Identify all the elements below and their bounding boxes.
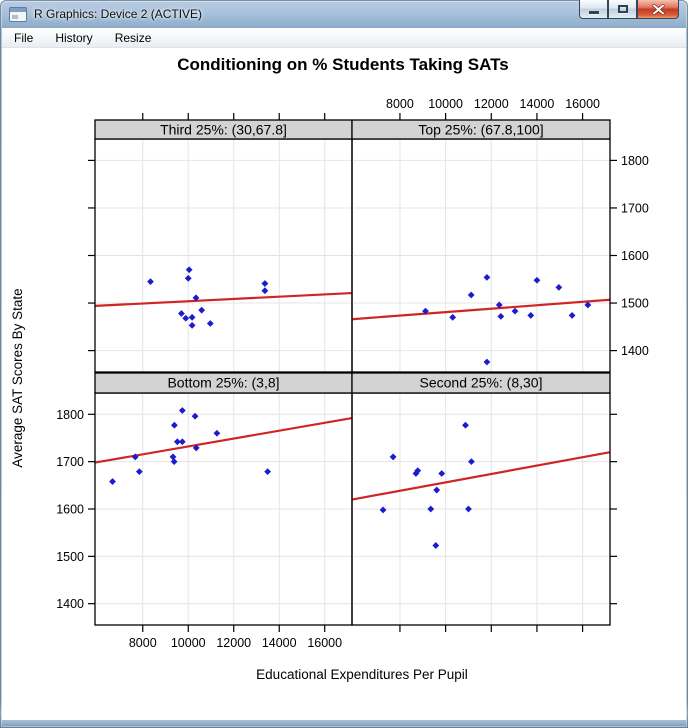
data-point	[171, 458, 178, 465]
panel-gridlines	[95, 139, 352, 372]
data-point	[198, 307, 205, 314]
data-point	[569, 312, 576, 319]
data-point	[261, 287, 268, 294]
axis-ticks	[400, 113, 617, 351]
data-point	[214, 430, 221, 437]
window-controls	[579, 0, 679, 19]
data-point	[438, 470, 445, 477]
data-point	[534, 277, 541, 284]
svg-text:12000: 12000	[473, 97, 509, 111]
data-point	[261, 280, 268, 287]
svg-text:14000: 14000	[261, 636, 297, 650]
axis-ticks	[88, 113, 325, 351]
panel-top-right	[352, 97, 649, 372]
svg-text:8000: 8000	[128, 636, 157, 650]
data-point	[170, 454, 177, 461]
data-point	[380, 507, 387, 514]
svg-text:1800: 1800	[621, 153, 649, 168]
chart-title: Conditioning on % Students Taking SATs	[177, 55, 509, 74]
menu-resize[interactable]: Resize	[114, 30, 152, 45]
svg-text:1600: 1600	[56, 502, 84, 517]
axis-ticks	[88, 414, 325, 632]
svg-text:1400: 1400	[621, 344, 649, 359]
svg-text:1600: 1600	[621, 249, 649, 263]
svg-text:1800: 1800	[56, 407, 84, 422]
data-point	[178, 310, 185, 317]
data-point	[136, 468, 143, 475]
data-points	[422, 274, 591, 365]
panel-bottom-right	[352, 373, 617, 632]
svg-text:12000: 12000	[216, 636, 252, 650]
maximize-icon	[618, 5, 628, 13]
data-point	[465, 506, 472, 513]
svg-text:16000: 16000	[307, 636, 343, 650]
data-point	[497, 313, 504, 320]
menu-file[interactable]: File	[14, 30, 34, 45]
plot-canvas	[2, 48, 686, 720]
panel-strip-label: Third 25%: (30,67.8]	[160, 121, 287, 138]
data-point	[147, 278, 154, 285]
panel-gridlines	[352, 393, 610, 625]
svg-text:8000: 8000	[386, 97, 414, 111]
svg-text:16000: 16000	[565, 97, 600, 111]
menu-history[interactable]: History	[55, 30, 93, 45]
svg-text:14000: 14000	[519, 97, 555, 111]
data-point	[207, 320, 214, 327]
data-point	[185, 275, 192, 282]
panel-top-left	[88, 113, 352, 372]
panel-grid	[56, 97, 649, 650]
svg-text:10000: 10000	[428, 97, 463, 111]
svg-text:10000: 10000	[170, 636, 206, 650]
panel-strip-label: Top 25%: (67.8,100]	[418, 121, 544, 138]
data-point	[527, 312, 534, 319]
data-point	[462, 422, 469, 429]
panel-gridlines	[352, 139, 610, 372]
svg-text:1700: 1700	[56, 455, 84, 470]
menu-bar	[2, 28, 686, 48]
data-point	[171, 422, 178, 429]
data-point	[432, 542, 439, 549]
maximize-button[interactable]	[608, 0, 637, 19]
window-title: R Graphics: Device 2 (ACTIVE)	[34, 7, 203, 21]
panel-strip-label: Bottom 25%: (3,8]	[167, 374, 280, 391]
data-point	[449, 314, 456, 321]
panel-bottom-left	[56, 373, 352, 650]
data-point	[468, 458, 475, 465]
lattice-plot	[2, 48, 686, 720]
close-icon	[652, 4, 665, 15]
axis-ticks	[400, 414, 617, 632]
close-button[interactable]	[637, 0, 679, 19]
panel-gridlines	[95, 393, 352, 625]
regression-line	[95, 293, 352, 306]
data-point	[484, 359, 491, 366]
minimize-icon	[589, 11, 599, 14]
data-point	[512, 308, 519, 315]
y-axis-label: Average SAT Scores By State	[10, 288, 25, 468]
regression-line	[352, 452, 610, 499]
minimize-button[interactable]	[579, 0, 608, 19]
panel-strip-label: Second 25%: (8,30]	[419, 374, 543, 391]
data-point	[390, 454, 397, 461]
x-axis-label: Educational Expenditures Per Pupil	[256, 667, 468, 682]
data-point	[427, 506, 434, 513]
svg-text:1700: 1700	[621, 201, 649, 216]
svg-text:1500: 1500	[56, 549, 84, 564]
svg-text:1400: 1400	[56, 597, 84, 612]
data-point	[555, 284, 562, 291]
data-point	[179, 438, 186, 445]
data-point	[189, 322, 196, 329]
window-icon	[9, 7, 27, 22]
data-point	[186, 266, 193, 273]
data-point	[189, 314, 196, 321]
data-point	[179, 407, 186, 414]
data-point	[109, 478, 116, 485]
data-point	[468, 292, 475, 299]
data-point	[484, 274, 491, 281]
svg-text:1500: 1500	[621, 296, 649, 311]
data-point	[264, 468, 271, 475]
data-point	[433, 487, 440, 494]
